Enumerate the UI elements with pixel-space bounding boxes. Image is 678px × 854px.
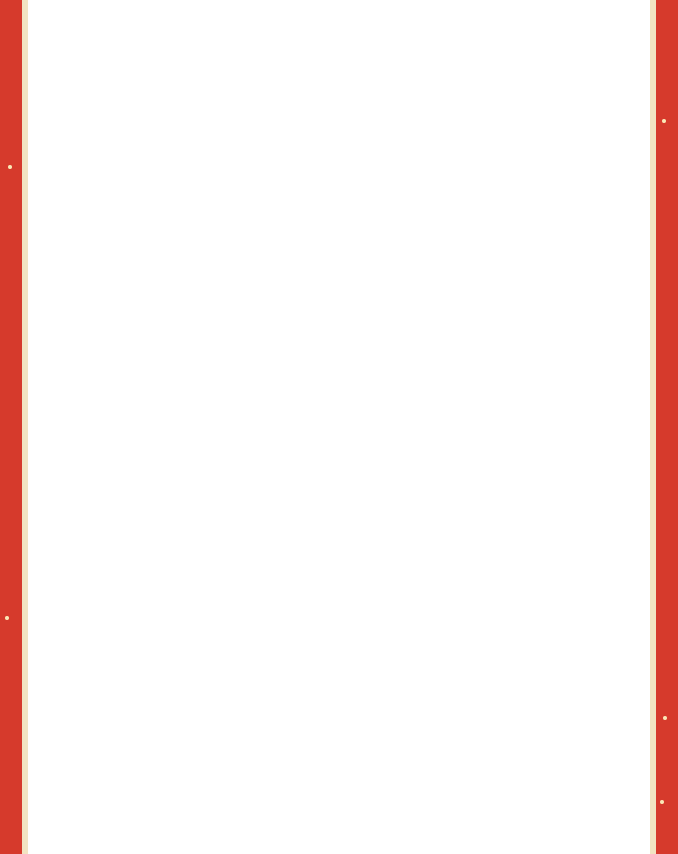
decor-dot: [660, 800, 664, 804]
right-border: [656, 0, 678, 854]
decor-dot: [662, 119, 666, 123]
decor-dot: [8, 165, 12, 169]
decor-dot: [663, 716, 667, 720]
right-stripe: [650, 0, 656, 854]
candidate-table: [28, 0, 650, 854]
decor-dot: [5, 616, 9, 620]
left-border: [0, 0, 22, 854]
